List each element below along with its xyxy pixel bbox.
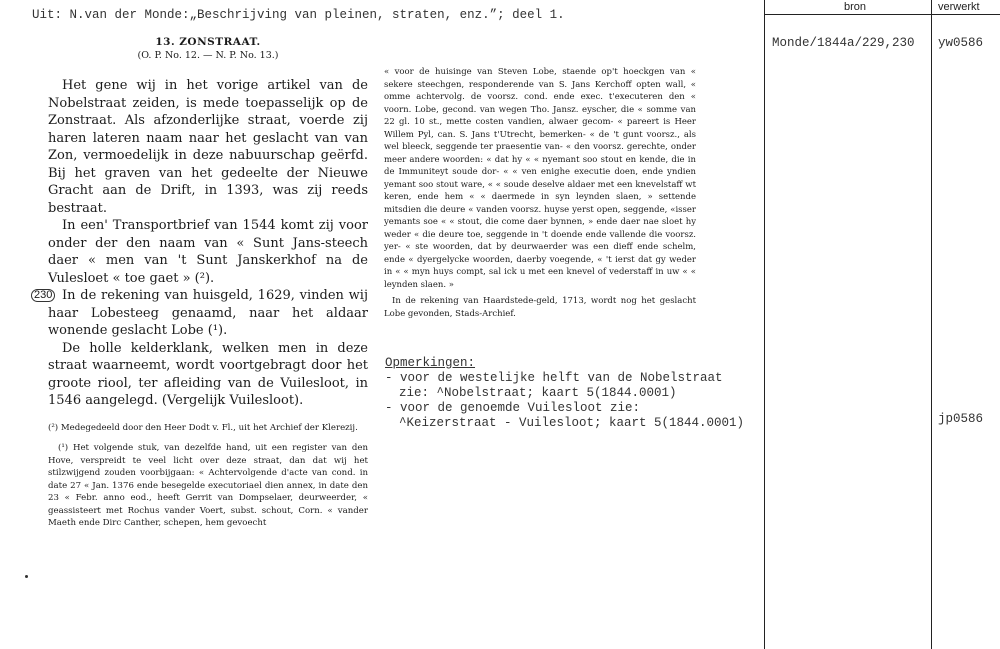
source-citation: Uit: N.van der Monde:„Beschrijving van pleinen, straten, enz.”; deel 1. — [32, 8, 565, 22]
footnote: (²) Medegedeeld door den Heer Dodt v. Fl., uit het Archief der Klerezij. — [48, 422, 358, 433]
article-paragraph: In de rekening van huisgeld, 1629, vinden wij haar Lobesteeg genaamd, naar het aldaar wonende geslacht Lobe (¹). — [48, 288, 368, 338]
remark-line: - voor de westelijke helft van de Nobelstraat — [385, 371, 723, 385]
footnote: (¹) Het volgende stuk, van dezelfde hand, uit een register van den Hove, verspreidt te veel licht over deze straat, dan dat wij het stilzwijgend zouden voorbijgaan: « Achtervolgende d'acte van cond. in date 27 « Jan. 1376 ende besegelde executoriael dien annex, in date den 23 « Febr. anno eod., heeft Gerrit van Dompselaer, deurweerder, « geassisteert met Rochus vander Voert, subst. schout, Corn. « vander Maeth ende Dirc Canther, schepen, hem gevoecht — [48, 443, 368, 528]
article-paragraph: In een' Transportbrief van 1544 komt zij voor onder der den naam van « Sunt Jans-steech daer « men van 't Sunt Janskerkhof na de Vulesloet « toe gaet » (²). — [48, 218, 368, 286]
article-paragraph: Het gene wij in het vorige artikel van de Nobelstraat zeiden, is mede toepasselijk op de Zonstraat. Als afzonderlijke straat, voerde zij haren lateren naam naar het geslacht van van Zon, vermoedelijk in deze nabuurschap geërfd. Bij het graven van het gedeelte der Nieuwe Gracht aan de Drift, in 1393, was zij reeds bestraat. — [48, 78, 368, 216]
continuation-column — [384, 66, 696, 320]
footnote-closing: In de rekening van Haardstede-geld, 1713, wordt nog het geslacht Lobe gevonden, Stads-Archief. — [384, 296, 696, 319]
index-table — [764, 0, 1000, 649]
table-header-divider — [764, 14, 1000, 15]
article-column — [34, 36, 368, 530]
column-header-verwerkt: verwerkt — [938, 1, 980, 13]
article-subtitle: (O. P. No. 12. — N. P. No. 13.) — [137, 50, 279, 61]
scan-dot — [25, 575, 28, 578]
column-header-bron: bron — [844, 1, 867, 13]
remarks-section — [385, 356, 744, 431]
footnote-continuation: « voor de huisinge van Steven Lobe, staende op't hoeckgen van « sekere steechgen, responderende van S. Jans Kerchoff opten wall, « omme achtervolg. de voorsz. cond. ende exec. t'executeren den « voorn. Lobe, gecond. van wegen Tho. Jansz. eyscher, die « somme van 22 gl. 10 st., mette costen vandien, alwaer gecom- « pareert is Heer Willem Pyl, can. S. Jans t'Utrecht, bemerken- « de 't gunt voorsz., als wel bleeck, seggende ter praesentie van- « den voorsz. gerechte, onder meer andere woorden: « dat hy « « nyemant soo stout en kende, die in de Immuniteyt soude dor- « « ven enighe executie doen, ende yndien yemant soo stout ware, « « soude deselve aldaer met een knevelstaff wt keren, ende hem « « daermede in syn leynden slaen, » settende mitsdien die deure « vanden voorsz. huyse yerst open, seggende, «isser yemants soe « « stout, die come daer bynnen, » ende daer nae sloet hy weder « die deure toe, seggende in 't doende ende vallende die voorsz. yer- « ste woorden, dat by deurwaerder was een dieff ende schelm, ende « dyergelycke woorden, daerby voegende, « 't ierst dat gy weder in « « myn huys compt, sal ick u met een knevel of vederstaff in uw « « leynden slaen. » — [384, 67, 696, 290]
remarks-heading: Opmerkingen: — [385, 356, 476, 370]
remark-line: ^Keizerstraat - Vuilesloot; kaart 5(1844.0001) — [399, 416, 745, 430]
table-divider-middle — [931, 0, 932, 649]
article-paragraph: De holle kelderklank, welken men in deze straat waarneemt, wordt voortgebragt door het groote riool, ter afleiding van de Vuilesloot, in 1546 aangelegd. (Vergelijk Vuilesloot). — [48, 340, 368, 408]
remark-line: zie: ^Nobelstraat; kaart 5(1844.0001) — [399, 386, 677, 400]
bron-cell: Monde/1844a/229,230 — [772, 36, 915, 50]
verwerkt-cell-2: jp0586 — [938, 412, 984, 426]
remark-line: - voor de genoemde Vuilesloot zie: — [385, 401, 641, 415]
article-title: 13. ZONSTRAAT. — [155, 36, 261, 48]
table-divider-left — [764, 0, 765, 649]
verwerkt-cell: yw0586 — [938, 36, 984, 50]
page-marker: 230 — [31, 289, 55, 302]
